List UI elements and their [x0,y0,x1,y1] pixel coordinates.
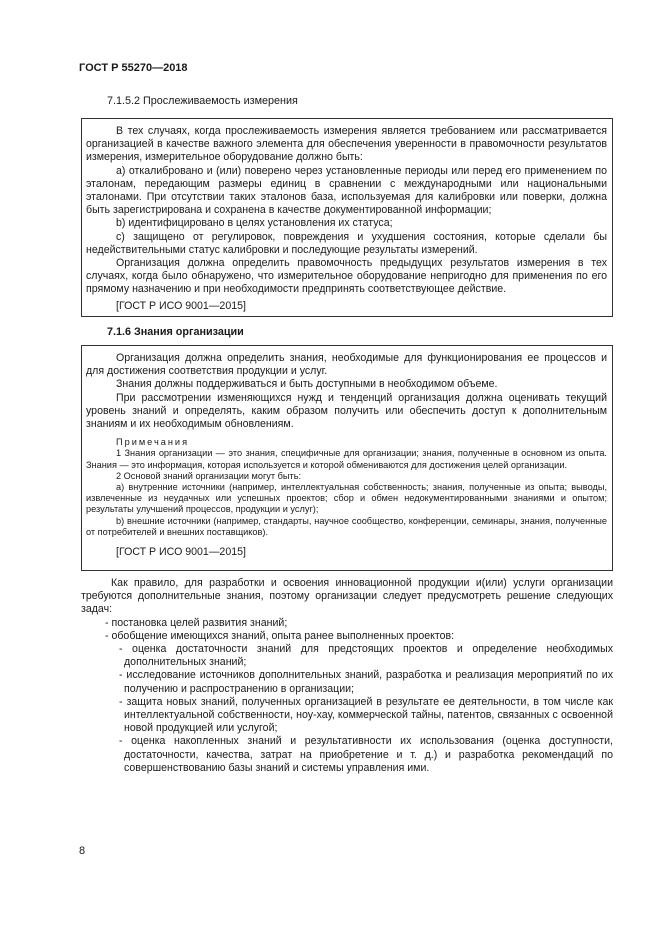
note: 2 Основой знаний организации могут быть: [116,470,302,481]
reference: [ГОСТ Р ИСО 9001—2015] [116,299,246,312]
list-item: - защита новых знаний, полученных организацией в результате ее деятельности, в том числе как интеллектуальной собственности, ноу-хау, коммерческой тайны, патентов, связанных с освоенной новой продукцией или услугой; [119,695,613,735]
document-header: ГОСТ Р 55270—2018 [79,62,188,74]
paragraph: Знания должны поддерживаться и быть доступными в необходимом объеме. [116,378,498,391]
intro-paragraph: Как правило, для разработки и освоения инновационной продукции и(или) услуги организации требуются дополнительные знания, поэтому организации следует предусмотреть решение следующих задач: [81,577,613,616]
main-text [81,577,613,775]
notes-block [86,437,607,538]
list-item: - постановка целей развития знаний; [105,616,288,629]
page-number: 8 [79,845,86,857]
paragraph: Организация должна определить знания, необходимые для функционирования ее процессов и для достижения соответствия продукции и услуг. [86,352,607,378]
list-item: - оценка накопленных знаний и результативности их использования (оценка доступности, достаточности, качества, затрат на приобретение и т. д.) и разработка рекомендаций по совершенствованию базы знаний и системы управления ими. [119,735,613,774]
paragraph: с) защищено от регулировок, повреждения и ухудшения состояния, которые сделали бы недействительными статус калибровки и последующие результаты измерений. [86,230,607,256]
paragraph: В тех случаях, когда прослеживаемость измерения является требованием или рассматривается организацией в качестве важного элемента для обеспечения уверенности в правомочности результатов измерения, измерительное оборудование должно быть: [86,125,607,164]
note: b) внешние источники (например, стандарты, научное сообщество, конференции, семинары, знания, полученные от потребителей и внешних поставщиков). [86,515,607,537]
paragraph: b) идентифицировано в целях установления их статуса; [116,217,393,230]
note: а) внутренние источники (например, интеллектуальная собственность; знания, полученные из опыта; выводы, извлеченные из неудачных или успешных проектов; сбор и обмен недокументированными знаниями и опытом; результаты улучшений процессов, продукции и услуг); [86,482,607,515]
list-item: - обобщение имеющихся знаний, опыта ранее выполненных проектов: [105,629,455,642]
reference: [ГОСТ Р ИСО 9001—2015] [116,546,246,559]
section-title-7152: 7.1.5.2 Прослеживаемость измерения [107,95,298,107]
paragraph: При рассмотрении изменяющихся нужд и тенденций организация должна оценивать текущий уровень знаний и определять, каким образом получить или обеспечить доступ к дополнительным знаниям и их необходимым обновлениям. [86,391,607,431]
note: 1 Знания организации — это знания, специфичные для организации; знания, полученные в основном из опыта. Знания — это информация, которая используется и которой обмениваются для достижения целей организации. [86,448,607,470]
notes-heading: Примечания [116,437,190,448]
paragraph: Организация должна определить правомочность предыдущих результатов измерения в тех случаях, когда было обнаружено, что измерительное оборудование непригодно для применения по его прямому назначению и при необходимости предпринять соответствующее действие. [86,257,607,296]
paragraph: а) откалибровано и (или) поверено через установленные периоды или перед его применением по эталонам, передающим размеры единиц в сравнении с международными или национальными эталонами. При отсутствии таких эталонов база, используемая для калибровки или поверки, должна быть зарегистрирована и сохранена в качестве документированной информации; [86,164,607,217]
section-title-716: 7.1.6 Знания организации [107,326,244,338]
quote-box-716 [81,345,613,571]
list-item: - исследование источников дополнительных знаний, разработка и реализация мероприятий по их получению и распространению в организации; [119,669,613,695]
task-list [81,617,613,643]
list-item: - оценка достаточности знаний для предстоящих проектов и определение необходимых дополнительных знаний; [119,643,613,669]
quote-box-7152 [81,118,613,317]
sub-task-list [81,643,613,775]
